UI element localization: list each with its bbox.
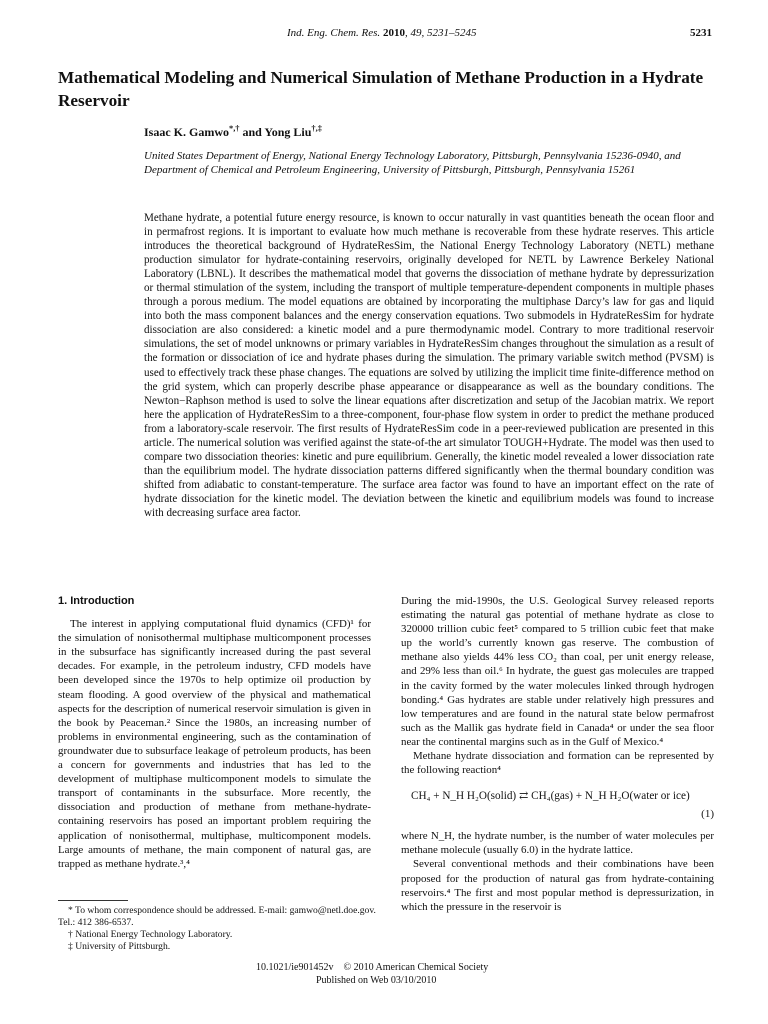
footnote-netl: † National Energy Technology Laboratory. <box>68 929 233 940</box>
intro-paragraph-3: Methane hydrate dissociation and formation can be represented by the following reaction⁴ <box>401 750 714 777</box>
equation-expression: CH₄ + N_H H₂O(solid) ⇄ CH₄(gas) + N_H H₂O(water or ice) <box>411 790 690 803</box>
affiliation: United States Department of Energy, National Energy Technology Laboratory, Pittsburgh, Pennsylvania 15236-0940, and Department of Chemical and Petroleum Engineering, University of Pittsburgh, Pittsburgh, Pennsylvania 15261 <box>144 150 681 177</box>
copyright: © 2010 American Chemical Society <box>343 962 489 973</box>
intro-paragraph-4: where N_H, the hydrate number, is the number of water molecules per methane molecule (usually 6.0) in the hydrate lattice. <box>401 830 714 857</box>
journal-name: Ind. Eng. Chem. Res. <box>287 27 381 39</box>
page-number: 5231 <box>690 27 712 39</box>
intro-paragraph-2: During the mid-1990s, the U.S. Geological Survey released reports estimating the natural gas potential of methane hydrate as close to 320000 trillion cubic feet⁵ compared to 5 trillion cubic feet that make up the world’s currently known gas reserve. The combustion of methane also yields 44% less CO₂ than coal, per unit energy release, and 29% less than oil.⁶ In hydrate, the guest gas molecules are trapped in the cavity formed by the water molecules linked through hydrogen bonding.⁴ Gas hydrates are stable under relatively high pressures and low temperatures and are found in the natural state below permafrost such as the Mallik gas hydrate field in Canada⁴ or under the sea floor near the continental margins such as in the Gulf of Mexico.⁴ <box>401 595 714 748</box>
doi-line <box>256 962 488 973</box>
published-date: Published on Web 03/10/2010 <box>316 975 437 986</box>
equation-number: (1) <box>701 808 714 821</box>
journal-year: 2010 <box>382 27 405 39</box>
author-1-marks: *,† <box>229 124 240 133</box>
author-list <box>144 125 322 140</box>
footnotes <box>58 905 378 953</box>
running-header <box>287 27 476 39</box>
author-2-marks: †,‡ <box>311 124 322 133</box>
author-and: and <box>239 125 265 139</box>
intro-paragraph-5: Several conventional methods and their combinations have been proposed for the production of natural gas from hydrate-containing reservoirs.⁴ The first and most popular method is depressurization, in which the pressure in the reservoir is <box>401 858 714 913</box>
right-column <box>401 594 714 914</box>
author-1: Isaac K. Gamwo <box>144 125 229 139</box>
left-column <box>58 594 371 871</box>
footnote-pitt: ‡ University of Pittsburgh. <box>68 941 171 952</box>
article-title: Mathematical Modeling and Numerical Simulation of Methane Production in a Hydrate Reservoir <box>58 68 704 110</box>
footnote-divider <box>58 900 128 901</box>
footnote-corresponding: * To whom correspondence should be addressed. E-mail: gamwo@netl.doe.gov. Tel.: 412 386-6537. <box>58 905 376 928</box>
author-2: Yong Liu <box>264 125 312 139</box>
abstract: Methane hydrate, a potential future energy resource, is known to occur naturally in vast quantities beneath the ocean floor and in permafrost regions. It is important to evaluate how much methane is recoverable from these hydrate reserves. This article introduces the theoretical background of HydrateResSim, the National Energy Technology Laboratory (NETL) methane production simulator for hydrate-containing reservoirs, originally developed for NETL by Lawrence Berkeley National Laboratory (LBNL). It describes the mathematical model that governs the dissociation of methane hydrate by depressurization or thermal stimulation of the system, including the transport of multiple temperature-dependent components in multiple phases through a porous medium. The model equations are obtained by incorporating the multiphase Darcy’s law for gas and liquid into both the mass component balances and the energy conservation equations. Two submodels in HydrateResSim for hydrate dissociation are also considered: a kinetic model and a pure thermodynamic model. Contrary to more traditional reservoir simulations, the set of model unknowns or primary variables in HydrateResSim changes throughout the simulation as a result of the formation or dissociation of ice and hydrate phases during the simulation. The primary variable switch method (PVSM) is used to effectively track these phase changes. The equations are solved by utilizing the implicit time finite-difference method on the grid system, which can properly describe phase appearance or disappearance as well as the boundary conditions. The Newton−Raphson method is used to solve the linear equations after discretization and setup of the Jacobian matrix. We report here the application of HydrateResSim to a three-component, four-phase flow system in order to predict the methane produced from a laboratory-scale reservoir. The first results of HydrateResSim code in a peer-reviewed publication are presented in this article. The numerical solution was verified against the state-of-the art simulator TOUGH+Hydrate. The model was then used to compare two dissociation theories: kinetic and pure equilibrium. Generally, the kinetic model revealed a lower dissociation rate than the equilibrium model. The hydrate dissociation patterns differed significantly when the thermal boundary condition was shifted from adiabatic to constant-temperature. The surface area factor was found to have an important effect on the rate of hydrate dissociation for the kinetic model. The deviation between the kinetic and equilibrium models was found to increase with decreasing surface area factor. <box>144 212 714 519</box>
equation-1 <box>401 785 714 827</box>
intro-paragraph-1: The interest in applying computational fluid dynamics (CFD)¹ for the simulation of nonisothermal multiphase multicomponent processes in the subsurface has significantly increased during the past several decades. For example, in the petroleum industry, CFD models have been developed since the 1970s to help optimize oil production by steam flooding. A good overview of the physical and mathematical aspects for the description of numerical reservoir simulation is given in the book by Peaceman.² Since the 1980s, an increasing number of problems in environmental engineering, such as the contamination of groundwater due to subsurface leakage of petroleum products, has been a concern for governments and industries that has led to the development of multiphase multicomponent models to simulate the transport of contaminants in the subsurface. More recently, the dissociation and production of methane from methane-hydrate-containing reservoirs has posed an important problem requiring the application of nonisothermal, multiphase, multicomponent models. Large amounts of methane, the main component of natural gas, are trapped as methane hydrate.³,⁴ <box>58 618 371 870</box>
journal-citation: , 49, 5231–5245 <box>404 27 477 39</box>
doi: 10.1021/ie901452v <box>256 962 334 973</box>
section-heading: 1. Introduction <box>58 595 135 607</box>
